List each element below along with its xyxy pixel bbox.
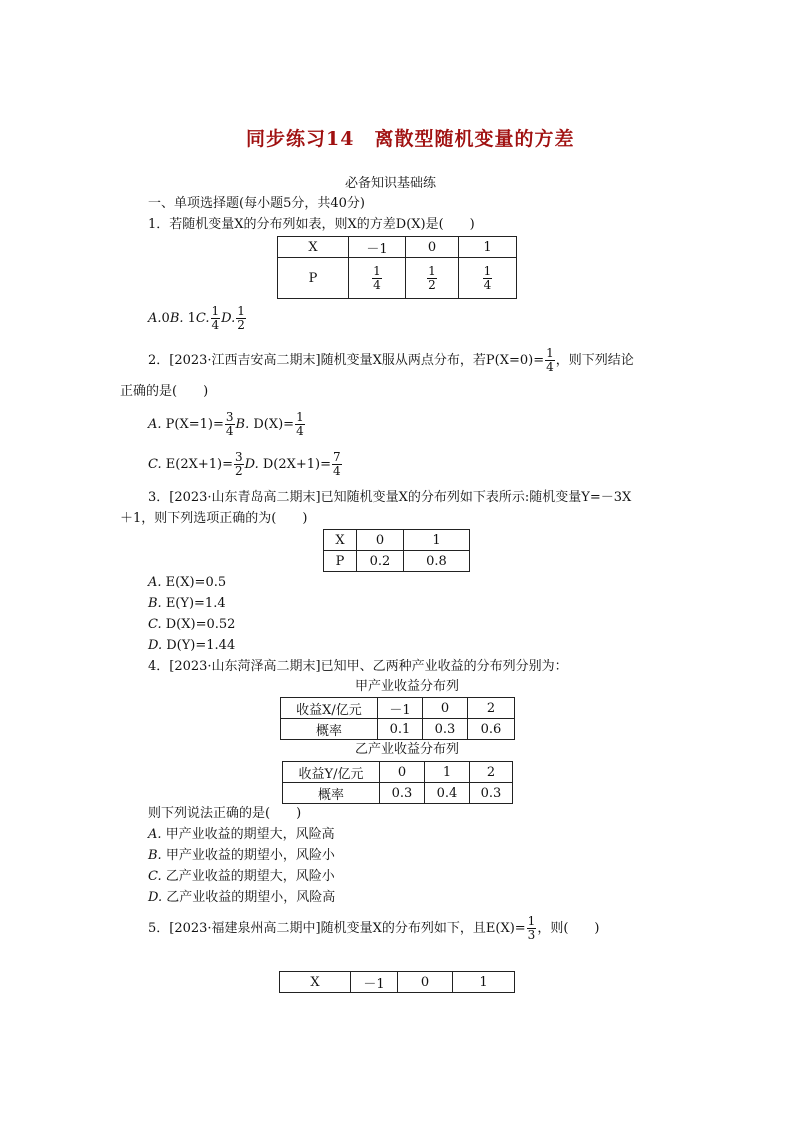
table-cell: 概率: [281, 719, 378, 740]
table-cell: 1: [453, 972, 515, 993]
table-cell: 0.8: [404, 551, 470, 572]
q4-table2: [282, 761, 513, 804]
q4-table2-caption: 乙产业收益分布列: [355, 742, 460, 757]
table-cell: P: [278, 258, 349, 299]
table-cell: －1: [351, 972, 398, 993]
table-cell: 1: [404, 530, 470, 551]
fraction: $\frac{1}{4}$: [483, 263, 492, 292]
q1-options: A.0B. 1C. $\frac{1}{4}$ D. $\frac{1}{2}$: [148, 304, 245, 332]
table-cell: 0: [398, 972, 453, 993]
table-cell: 2: [468, 698, 515, 719]
q3-option-a: A. E(X)=0.5: [148, 575, 227, 590]
table-cell: 收益Y/亿元: [283, 762, 380, 783]
q4-question: 则下列说法正确的是( ): [148, 806, 302, 821]
q4-table1: [280, 697, 515, 740]
table-row: [281, 719, 515, 740]
table-cell: 0: [380, 762, 425, 783]
q3-option-c: C. D(X)=0.52: [148, 617, 236, 632]
q5-table: [279, 971, 515, 993]
table-row: [283, 783, 513, 804]
table-cell: 0.1: [378, 719, 423, 740]
table-row: [283, 762, 513, 783]
q3-option-b: B. E(Y)=1.4: [148, 596, 226, 611]
section-subtitle: 必备知识基础练: [345, 176, 437, 191]
q2-options-cd: C. E(2X+1)= $\frac{3}{2}$ D. D(2X+1)= $\frac{7}{4}$: [148, 450, 341, 478]
table-cell: [406, 258, 459, 299]
table-row: [281, 698, 515, 719]
table-row: [278, 258, 517, 299]
table-cell: －1: [378, 698, 423, 719]
q4-option-a: A. 甲产业收益的期望大，风险高: [148, 827, 335, 842]
q4-option-c: C. 乙产业收益的期望大，风险小: [148, 869, 335, 884]
table-cell: [459, 258, 517, 299]
q5-stem: 5．[2023·福建泉州高二期中]随机变量X的分布列如下，且E(X)= $\frac{1}{3}$ ，则( ): [148, 914, 600, 942]
q2-options-ab: A. P(X=1)= $\frac{3}{4}$ B. D(X)= $\frac{1}{4}$: [148, 410, 304, 438]
section-heading: 一、单项选择题(每小题5分，共40分): [148, 196, 365, 211]
q3-stem-line2: ＋1，则下列选项正确的为( ): [120, 511, 308, 526]
table-cell: 概率: [283, 783, 380, 804]
table-cell: 0: [357, 530, 404, 551]
q3-table: [323, 529, 470, 572]
table-cell: 0.4: [425, 783, 470, 804]
table-cell: 1: [425, 762, 470, 783]
q4-stem: 4．[2023·山东菏泽高二期末]已知甲、乙两种产业收益的分布列分别为：: [148, 659, 568, 674]
table-cell: 0.6: [468, 719, 515, 740]
table-row: [324, 530, 470, 551]
table-row: [278, 237, 517, 258]
fraction: $\frac{1}{4}$: [373, 263, 381, 292]
table-row: [324, 551, 470, 572]
table-cell: 1: [459, 237, 517, 258]
q4-option-d: D. 乙产业收益的期望小，风险高: [148, 890, 336, 905]
q4-table1-caption: 甲产业收益分布列: [355, 679, 460, 694]
q4-option-b: B. 甲产业收益的期望小，风险小: [148, 848, 335, 863]
table-cell: 0: [423, 698, 468, 719]
q1-stem: 1．若随机变量X的分布列如表，则X的方差D(X)是( ): [148, 217, 475, 232]
table-cell: X: [278, 237, 349, 258]
q1-table: [277, 236, 517, 299]
table-cell: X: [280, 972, 351, 993]
table-cell: 0.2: [357, 551, 404, 572]
table-cell: [349, 258, 406, 299]
q3-option-d: D. D(Y)=1.44: [148, 638, 236, 653]
page-title: 同步练习14 离散型随机变量的方差: [246, 128, 575, 150]
table-cell: 收益X/亿元: [281, 698, 378, 719]
q2-stem-line2: 正确的是( ): [120, 384, 209, 399]
q2-stem: 2．[2023·江西吉安高二期末]随机变量X服从两点分布，若P(X=0)= $\frac{1}{4}$ ，则下列结论: [148, 346, 634, 374]
table-cell: X: [324, 530, 357, 551]
table-cell: －1: [349, 237, 406, 258]
table-cell: P: [324, 551, 357, 572]
table-cell: 0.3: [380, 783, 425, 804]
table-cell: 2: [470, 762, 513, 783]
table-cell: 0: [406, 237, 459, 258]
table-cell: 0.3: [470, 783, 513, 804]
table-row: [280, 972, 515, 993]
fraction: $\frac{1}{2}$: [428, 263, 436, 292]
q3-stem: 3．[2023·山东青岛高二期末]已知随机变量X的分布列如下表所示:随机变量Y=－3X: [148, 490, 632, 505]
table-cell: 0.3: [423, 719, 468, 740]
